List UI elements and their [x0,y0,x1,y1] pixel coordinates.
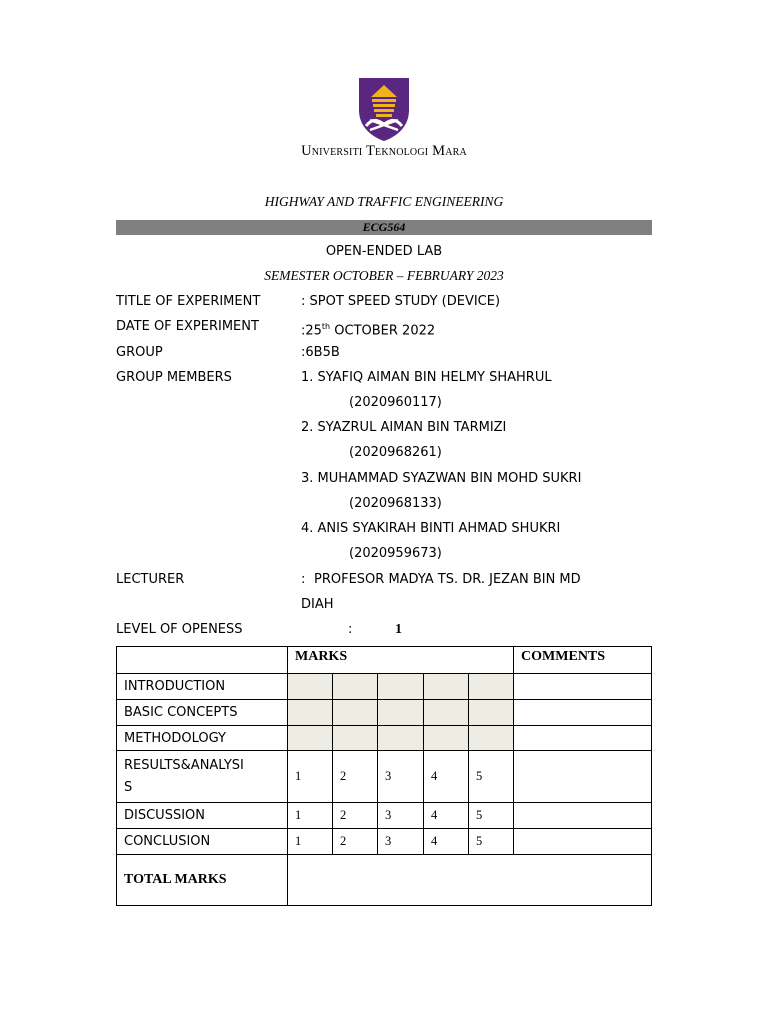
comment-cell[interactable] [514,829,652,855]
date-prefix: :25 [301,323,322,339]
score-cell[interactable] [333,674,378,700]
openess-colon: : [348,622,353,637]
score-cell[interactable] [469,700,514,726]
member-name: 1. SYAFIQ AIMAN BIN HELMY SHAHRUL [301,370,552,385]
score-cell[interactable] [424,726,469,751]
score-cell[interactable]: 4 [424,829,469,855]
score-cell[interactable]: 2 [333,829,378,855]
score-cell[interactable]: 2 [333,751,378,803]
score-cell[interactable] [424,700,469,726]
lecturer-name-line2: DIAH [301,597,334,612]
course-code: ECG564 [116,220,652,235]
group-value: :6B5B [301,345,340,360]
date-value [301,318,435,340]
total-marks-label: TOTAL MARKS [117,855,288,906]
row-label: INTRODUCTION [117,674,288,700]
score-cell[interactable]: 4 [424,803,469,829]
table-row [117,829,652,855]
date-label: DATE OF EXPERIMENT [116,319,259,334]
table-row [117,726,652,751]
score-cell[interactable] [333,700,378,726]
uitm-logo [356,76,412,142]
score-cell[interactable]: 2 [333,803,378,829]
lecturer-label: LECTURER [116,572,185,587]
member-id: (2020959673) [349,546,442,561]
member-id: (2020960117) [349,395,442,410]
member-name: 4. ANIS SYAKIRAH BINTI AHMAD SHUKRI [301,521,561,536]
lab-type: OPEN-ENDED LAB [325,244,443,259]
date-sup: th [321,322,331,331]
title-value: : SPOT SPEED STUDY (DEVICE) [301,294,501,309]
total-marks-cell[interactable] [288,855,652,906]
marks-header: MARKS [288,647,514,674]
score-cell[interactable] [469,726,514,751]
university-name: Universiti Teknologi Mara [301,143,467,159]
lecturer-colon: : [301,572,306,587]
marks-table [116,646,652,906]
comment-cell[interactable] [514,751,652,803]
subject-title: HIGHWAY AND TRAFFIC ENGINEERING [264,194,504,209]
members-label: GROUP MEMBERS [116,370,232,385]
row-label: METHODOLOGY [117,726,288,751]
table-row [117,803,652,829]
score-cell[interactable]: 5 [469,803,514,829]
row-label: BASIC CONCEPTS [117,700,288,726]
score-cell[interactable]: 5 [469,751,514,803]
group-label: GROUP [116,345,163,360]
score-cell[interactable] [469,674,514,700]
lecturer-name-line1: PROFESOR MADYA TS. DR. JEZAN BIN MD [314,572,581,587]
total-row [117,855,652,906]
semester: SEMESTER OCTOBER – FEBRUARY 2023 [264,268,504,283]
score-cell[interactable]: 3 [378,751,424,803]
score-cell[interactable] [288,674,333,700]
comments-header: COMMENTS [514,647,652,674]
score-cell[interactable]: 3 [378,829,424,855]
member-name: 3. MUHAMMAD SYAZWAN BIN MOHD SUKRI [301,471,582,486]
score-cell[interactable]: 1 [288,803,333,829]
row-label: CONCLUSION [117,829,288,855]
date-suffix: OCTOBER 2022 [330,323,436,339]
score-cell[interactable] [333,726,378,751]
comment-cell[interactable] [514,674,652,700]
header-empty-cell [117,647,288,674]
score-cell[interactable]: 3 [378,803,424,829]
score-cell[interactable] [288,700,333,726]
member-name: 2. SYAZRUL AIMAN BIN TARMIZI [301,420,507,435]
comment-cell[interactable] [514,700,652,726]
comment-cell[interactable] [514,803,652,829]
score-cell[interactable]: 1 [288,829,333,855]
score-cell[interactable] [378,700,424,726]
member-id: (2020968133) [349,496,442,511]
row-label: RESULTS&ANALYSI S [117,751,288,803]
table-row [117,700,652,726]
comment-cell[interactable] [514,726,652,751]
score-cell[interactable] [378,726,424,751]
member-id: (2020968261) [349,445,442,460]
score-cell[interactable] [288,726,333,751]
table-row [117,751,652,803]
row-label: DISCUSSION [117,803,288,829]
score-cell[interactable]: 1 [288,751,333,803]
score-cell[interactable] [378,674,424,700]
openess-label: LEVEL OF OPENESS [116,622,243,637]
score-cell[interactable]: 4 [424,751,469,803]
score-cell[interactable]: 5 [469,829,514,855]
title-label: TITLE OF EXPERIMENT [116,294,261,309]
score-cell[interactable] [424,674,469,700]
openess-value: 1 [395,622,402,637]
table-header-row [117,647,652,674]
table-row [117,674,652,700]
